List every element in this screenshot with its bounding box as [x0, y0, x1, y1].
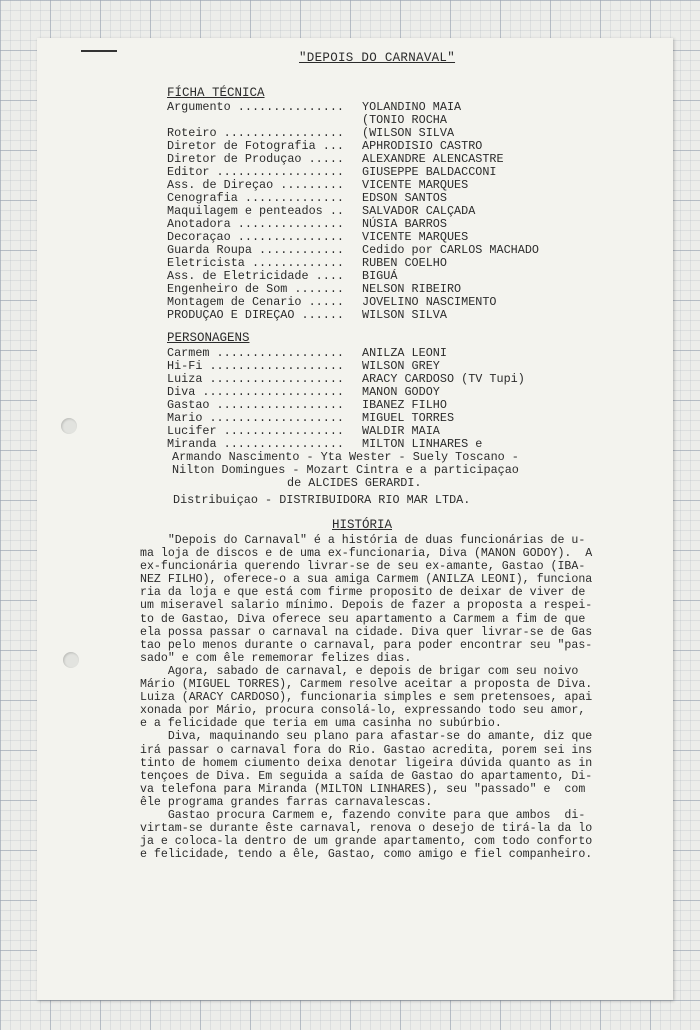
credit-row: Editor .................. GIUSEPPE BALDACCONI	[167, 165, 497, 179]
cast-row: Lucifer ................. WALDIR MAIA	[167, 424, 440, 438]
credit-row: Ass. de Eletricidade .... BIGUÁ	[167, 269, 398, 283]
text-line: ex-funcionária querendo livrar-se de seu ex-amante, Gastao (IBA-	[140, 560, 586, 574]
distribution-line: Distribuiçao - DISTRIBUIDORA RIO MAR LTDA.	[173, 493, 471, 507]
credit-row: Roteiro ................. (WILSON SILVA	[167, 126, 455, 140]
text-line: ja e coloca-la dentro de um grande apartamento, com todo conforto	[140, 835, 593, 849]
text-line: Gastao procura Carmem e, fazendo convite para que ambos di-	[140, 808, 586, 822]
corner-mark	[81, 50, 117, 52]
credit-row: Decoraçao ............... VICENTE MARQUES	[167, 230, 469, 244]
credit-row: Engenheiro de Som ....... NELSON RIBEIRO	[167, 282, 462, 296]
credit-row: Anotadora ............... NÚSIA BARROS	[167, 217, 447, 231]
punch-hole-bottom	[63, 652, 79, 668]
text-line: to de Gastao, Diva oferece seu apartamento a Carmem a fim de que	[140, 612, 586, 626]
credit-row: Diretor de Fotografia ... APHRODISIO CASTRO	[167, 139, 483, 153]
cast-row: Diva .................... MANON GODOY	[167, 385, 440, 399]
text-line: e a felicidade que teria em uma casinha no subúrbio.	[140, 717, 502, 731]
text-line: sado" e com êle rememorar felizes dias.	[140, 651, 412, 665]
text-line: um miseravel salario mínimo. Depois de fazer a proposta a respei-	[140, 599, 593, 613]
credit-row: Ass. de Direçao ......... VICENTE MARQUES	[167, 178, 469, 192]
text-line: "Depois do Carnaval" é a história de duas funcionárias de u-	[140, 534, 586, 547]
cast-extra-line: Nilton Domingues - Mozart Cintra e a participaçao	[172, 463, 519, 477]
personagens-heading: PERSONAGENS	[167, 331, 250, 345]
credits-list	[167, 101, 657, 322]
punch-hole-top	[61, 418, 77, 434]
cast-row: Mario ................... MIGUEL TORRES	[167, 411, 455, 425]
credit-row: PRODUÇAO E DIREÇAO ...... WILSON SILVA	[167, 308, 447, 322]
historia-text	[140, 534, 630, 861]
credit-row: Cenografia .............. EDSON SANTOS	[167, 191, 447, 205]
cast-row: Luiza ................... ARACY CARDOSO (TV Tupi)	[167, 372, 525, 386]
text-line: Mário (MIGUEL TORRES), Carmem resolve aceitar a proposta de Diva.	[140, 678, 593, 692]
text-line: Agora, sabado de carnaval, e depois de brigar com seu noivo	[140, 664, 579, 678]
document-page	[37, 38, 673, 1000]
cast-row: Hi-Fi ................... WILSON GREY	[167, 359, 440, 373]
cast-list	[167, 347, 657, 451]
cast-row: Gastao .................. IBANEZ FILHO	[167, 398, 447, 412]
text-line: tençoes de Diva. Em seguida a saída de Gastao do apartamento, Di-	[140, 769, 593, 783]
text-line: Diva, maquinando seu plano para afastar-se do amante, diz que	[140, 730, 593, 744]
text-line: êle programa grandes farras carnavalescas.	[140, 795, 433, 809]
credit-row: Montagem de Cenario ..... JOVELINO NASCIMENTO	[167, 295, 497, 309]
text-line: tao pelo menos durante o carnaval, para poder encontrar seu "pas-	[140, 638, 593, 652]
credit-row: Guarda Roupa ............ Cedido por CARLOS MACHADO	[167, 243, 539, 257]
text-line: NEZ FILHO), oferece-o a sua amiga Carmem (ANILZA LEONI), funciona	[140, 573, 593, 587]
text-line: ma loja de discos e de uma ex-funcionaria, Diva (MANON GODOY). A	[140, 547, 593, 561]
ficha-tecnica-heading: FÍCHA TÉCNICA	[167, 86, 265, 100]
text-line: xonada por Mário, procura consolá-lo, expressando todo seu amor,	[140, 704, 586, 718]
text-line: e felicidade, tendo a êle, Gastao, como amigo e fiel companheiro.	[140, 848, 593, 862]
text-line: virtam-se durante êste carnaval, renova o desejo de tirá-la da lo	[140, 822, 593, 836]
credit-row: Diretor de Produçao ..... ALEXANDRE ALENCASTRE	[167, 152, 504, 166]
cast-extra-line: Armando Nascimento - Yta Wester - Suely Toscano -	[172, 450, 519, 464]
text-line: ela possa passar o carnaval na cidade. Diva quer livrar-se de Gas	[140, 625, 593, 639]
cast-row: Carmem .................. ANILZA LEONI	[167, 346, 447, 360]
credit-row: Argumento ............... YOLANDINO MAIA	[167, 100, 462, 114]
credit-row: (TONIO ROCHA	[362, 113, 447, 127]
cast-row: Miranda ................. MILTON LINHARES e	[167, 437, 483, 451]
credit-row: Maquilagem e penteados .. SALVADOR CALÇADA	[167, 204, 476, 218]
text-line: va telefona para Miranda (MILTON LINHARES), seu "passado" e com	[140, 782, 586, 796]
text-line: Luiza (ARACY CARDOSO), funcionaria simples e sem pretensoes, apai	[140, 691, 593, 705]
document-title: "DEPOIS DO CARNAVAL"	[299, 51, 456, 65]
text-line: tinto de homem ciumento deixa denotar ligeira dúvida quanto as in	[140, 756, 593, 770]
cast-extra-line: de ALCIDES GERARDI.	[287, 476, 422, 490]
text-line: irá passar o carnaval fora do Rio. Gastao acredita, porem sei ins	[140, 743, 593, 757]
text-line: ria da loja e que está com firme proposito de deixar de viver de	[140, 586, 586, 600]
credit-row: Eletricista ............. RUBEN COELHO	[167, 256, 447, 270]
historia-heading: HISTÓRIA	[332, 518, 393, 532]
